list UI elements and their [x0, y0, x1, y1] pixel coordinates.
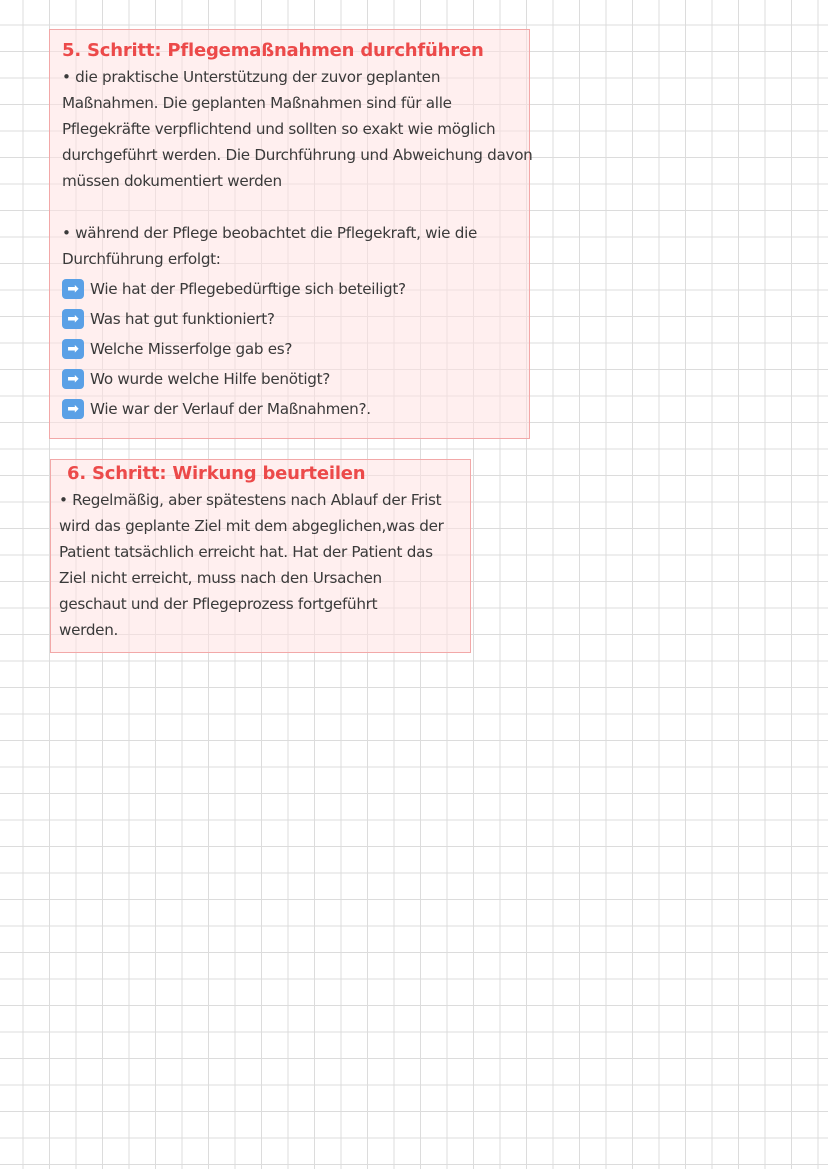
- right-arrow-icon: ➡: [62, 399, 84, 419]
- step6-box: [50, 459, 471, 653]
- question-text: Wie war der Verlauf der Maßnahmen?.: [90, 400, 371, 418]
- right-arrow-icon: ➡: [62, 339, 84, 359]
- right-arrow-icon: ➡: [62, 369, 84, 389]
- question-text: Welche Misserfolge gab es?: [90, 340, 293, 358]
- step6-text-line: Patient tatsächlich erreicht hat. Hat der Patient das: [59, 543, 433, 561]
- step5-text-line: Maßnahmen. Die geplanten Maßnahmen sind für alle: [62, 94, 452, 112]
- step5-heading: 5. Schritt: Pflegemaßnahmen durchführen: [62, 40, 484, 61]
- step6-text-line: • Regelmäßig, aber spätestens nach Ablauf der Frist: [59, 491, 442, 509]
- step5-text-line: Durchführung erfolgt:: [62, 250, 221, 268]
- step5-box: [49, 29, 533, 439]
- question-item: [62, 306, 275, 332]
- question-text: Wo wurde welche Hilfe benötigt?: [90, 370, 331, 388]
- step6-text-line: geschaut und der Pflegeprozess fortgeführt: [59, 595, 378, 613]
- question-item: [62, 336, 292, 362]
- step5-text-line: • während der Pflege beobachtet die Pflegekraft, wie die: [62, 224, 478, 242]
- step6-heading: 6. Schritt: Wirkung beurteilen: [67, 463, 366, 484]
- question-item: [62, 366, 330, 392]
- right-arrow-icon: ➡: [62, 309, 84, 329]
- question-text: Was hat gut funktioniert?: [90, 310, 275, 328]
- step6-text-line: Ziel nicht erreicht, muss nach den Ursachen: [59, 569, 382, 587]
- question-item: [62, 396, 371, 422]
- step6-text-line: werden.: [59, 621, 119, 639]
- question-item: [62, 276, 406, 302]
- step5-text-line: Pflegekräfte verpflichtend und sollten so exakt wie möglich: [62, 120, 496, 138]
- right-arrow-icon: ➡: [62, 279, 84, 299]
- step5-text-line: • die praktische Unterstützung der zuvor geplanten: [62, 68, 441, 86]
- step5-text-line: müssen dokumentiert werden: [62, 172, 282, 190]
- question-text: Wie hat der Pflegebedürftige sich beteiligt?: [90, 280, 406, 298]
- step6-text-line: wird das geplante Ziel mit dem abgeglichen,was der: [59, 517, 444, 535]
- step5-text-line: durchgeführt werden. Die Durchführung und Abweichung davon: [62, 146, 533, 164]
